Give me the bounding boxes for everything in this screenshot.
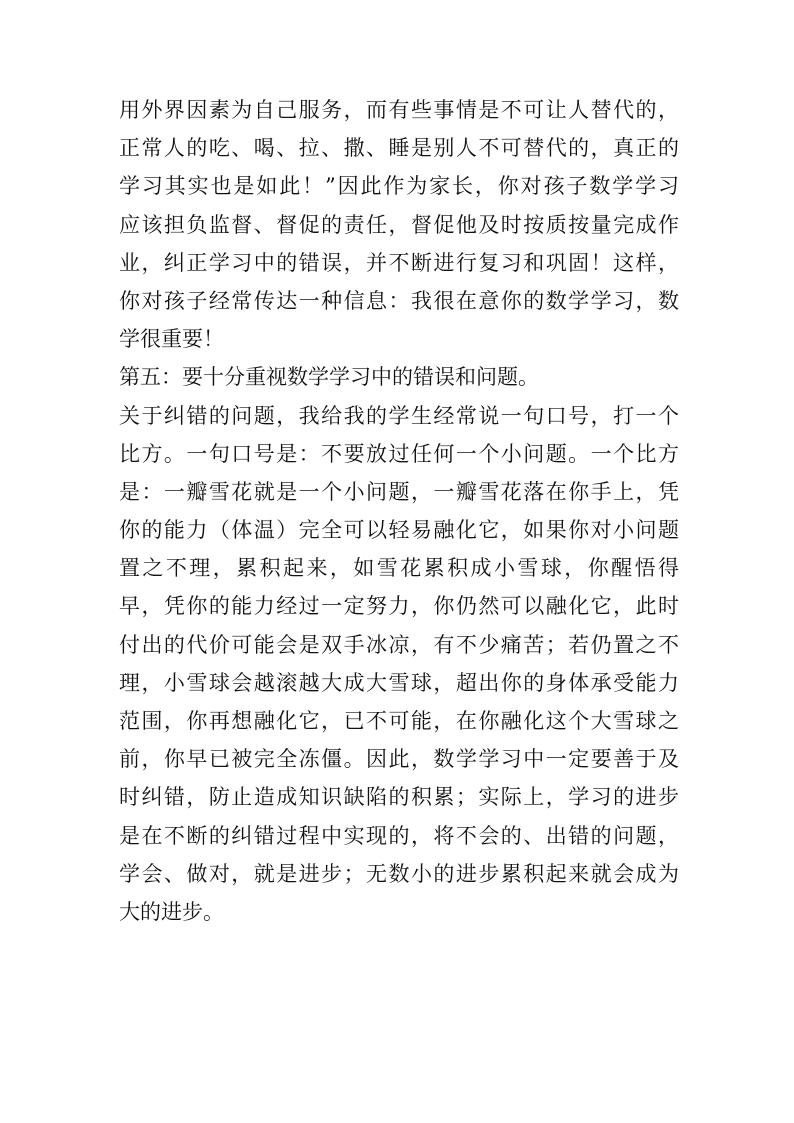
text-line: 是：一瓣雪花就是一个小问题，一瓣雪花落在你手上，凭: [119, 479, 679, 504]
text-line: 用外界因素为自己服务，而有些事情是不可让人替代的，: [119, 98, 679, 122]
text-line: 业，纠正学习中的错误，并不断进行复习和巩固！这样，: [119, 250, 679, 275]
document-body: [119, 91, 679, 931]
text-line: 理，小雪球会越滚越大成大雪球，超出你的身体承受能力: [119, 670, 679, 695]
text-line: 早，凭你的能力经过一定努力，你仍然可以融化它，此时: [119, 594, 679, 619]
text-line: 范围，你再想融化它，已不可能，在你融化这个大雪球之: [119, 709, 679, 733]
text-line: 正常人的吃、喝、拉、撒、睡是别人不可替代的，真正的: [119, 136, 679, 161]
text-line: 时纠错，防止造成知识缺陷的积累；实际上，学习的进步: [119, 785, 679, 810]
text-line: 比方。一句口号是：不要放过任何一个小问题。一个比方: [119, 441, 679, 466]
text-line: 学会、做对，就是进步；无数小的进步累积起来就会成为: [119, 861, 679, 886]
text-line: 学很重要！: [119, 327, 224, 352]
text-line: 你对孩子经常传达一种信息：我很在意你的数学学习，数: [119, 288, 679, 313]
text-line: 关于纠错的问题，我给我的学生经常说一句口号，打一个: [119, 403, 679, 428]
section-heading: 第五：要十分重视数学学习中的错误和问题。: [119, 365, 539, 390]
text-line: 学习其实也是如此！”因此作为家长，你对孩子数学学习: [119, 174, 679, 199]
text-line: 应该担负监督、督促的责任，督促他及时按质按量完成作: [119, 212, 679, 237]
text-line: 你的能力（体温）完全可以轻易融化它，如果你对小问题: [119, 518, 679, 543]
text-line: 付出的代价可能会是双手冰凉，有不少痛苦；若仍置之不: [119, 632, 679, 657]
text-line: 前，你早已被完全冻僵。因此，数学学习中一定要善于及: [119, 747, 679, 772]
text-line: 置之不理，累积起来，如雪花累积成小雪球，你醒悟得: [119, 556, 679, 581]
text-line: 大的进步。: [119, 899, 224, 924]
text-line: 是在不断的纠错过程中实现的，将不会的、出错的问题，: [119, 823, 679, 848]
